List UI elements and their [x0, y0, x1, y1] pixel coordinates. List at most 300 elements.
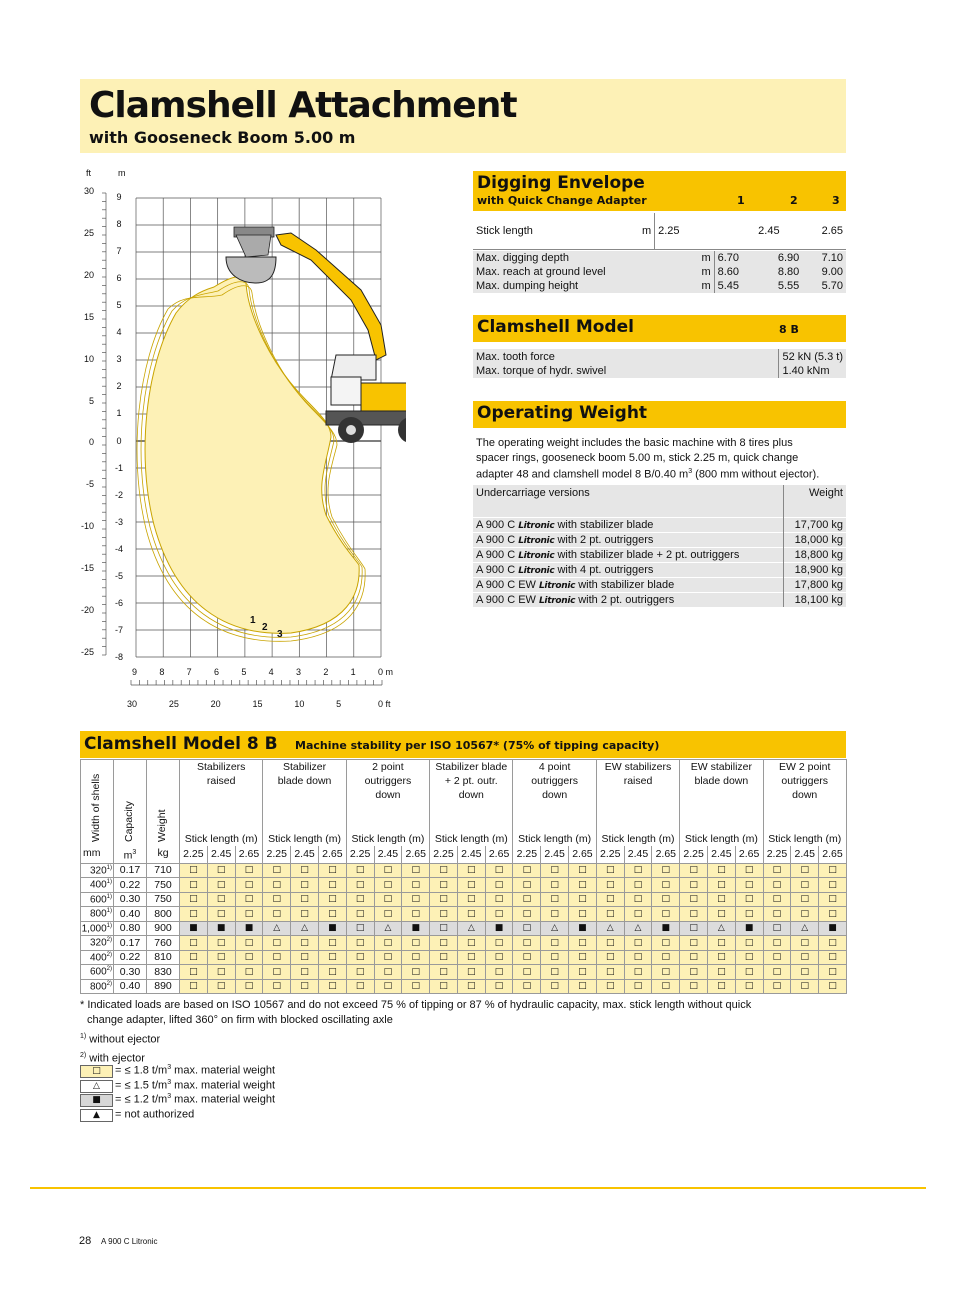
shell-capacity: 0.80 [114, 921, 147, 936]
stick-length-label: Stick length [476, 224, 533, 237]
m-tick-label: 5 [116, 300, 122, 311]
stability-symbol: □ [763, 965, 791, 980]
stability-symbol: □ [707, 863, 735, 878]
stability-symbol: □ [485, 965, 513, 980]
stability-symbol: □ [707, 936, 735, 951]
m-tick-label: 4 [116, 327, 122, 338]
row-label: Max. digging depth [473, 251, 689, 265]
operating-weight-table [473, 485, 846, 607]
stick-length-value: 2.45 [207, 846, 235, 863]
undercarriage-label: A 900 C Litronic with 4 pt. outriggers [473, 563, 784, 578]
stability-symbol: □ [402, 950, 430, 965]
stability-symbol: □ [652, 892, 680, 907]
x-m-tick-label: 9 [132, 667, 138, 677]
stability-symbol: □ [318, 979, 346, 994]
stability-symbol: □ [819, 878, 847, 893]
footer-model: A 900 C Litronic [101, 1237, 158, 1246]
stability-symbol: □ [180, 965, 208, 980]
stability-row [81, 936, 847, 951]
stability-symbol: □ [624, 907, 652, 922]
shell-weight: 750 [147, 892, 180, 907]
stability-symbol: □ [819, 950, 847, 965]
stability-symbol: □ [819, 965, 847, 980]
stability-symbol: □ [430, 878, 458, 893]
stability-symbol: □ [541, 907, 569, 922]
stability-symbol: □ [652, 863, 680, 878]
shell-weight: 760 [147, 936, 180, 951]
col-weight: Weight [147, 760, 180, 847]
stability-symbol: □ [596, 892, 624, 907]
curve-label: 2 [262, 622, 268, 633]
ft-unit-label: ft [86, 168, 92, 178]
stick-length-value: 2.65 [735, 846, 763, 863]
x-m-tick-label: 6 [214, 667, 220, 677]
undercarriage-weight: 18,100 kg [784, 593, 847, 608]
stability-row [81, 878, 847, 893]
row-value-3: 9.00 [802, 265, 846, 279]
page-subtitle: with Gooseneck Boom 5.00 m [89, 128, 356, 147]
x-ft-tick-label: 20 [210, 699, 221, 709]
stability-symbol: □ [735, 892, 763, 907]
stability-symbol: □ [374, 950, 402, 965]
row-value-1: 6.70 [714, 251, 758, 265]
shell-weight: 900 [147, 921, 180, 936]
undercarriage-label: A 900 C Litronic with stabilizer blade + 2 pt. outriggers [473, 548, 784, 563]
stick-length-row [473, 213, 846, 249]
stability-symbol: □ [735, 950, 763, 965]
shell-width: 600$^{1)}$ [81, 892, 114, 907]
stick-length-value: 2.45 [624, 846, 652, 863]
stability-symbol: □ [707, 979, 735, 994]
stability-symbol: □ [485, 878, 513, 893]
stability-symbol: □ [207, 878, 235, 893]
shell-width: 800$^{2)}$ [81, 979, 114, 994]
stick-length-value: 2.65 [402, 846, 430, 863]
stability-symbol: □ [735, 936, 763, 951]
m-tick-label: -2 [114, 489, 123, 500]
x-ft-tick-label: 15 [252, 699, 263, 709]
curve-label: 3 [277, 629, 283, 640]
stability-symbol: □ [791, 907, 819, 922]
stability-symbol: □ [624, 892, 652, 907]
stability-symbol: □ [763, 878, 791, 893]
note-star-2: change adapter, lifted 360° on firm with blocked oscillating axle [87, 1014, 393, 1026]
stick-length-label: Stick length (m) [430, 830, 513, 846]
stability-symbol: △ [291, 921, 319, 936]
col-3-header: 3 [832, 194, 840, 207]
stability-symbol: □ [596, 965, 624, 980]
stability-symbol: □ [263, 950, 291, 965]
col-capacity: Capacity [114, 760, 147, 847]
stability-symbol: □ [235, 892, 263, 907]
stick-length-header-row [81, 830, 847, 846]
stability-symbol: □ [596, 863, 624, 878]
stability-symbol: □ [430, 892, 458, 907]
config-group-header: EW stabilizers raised [596, 760, 679, 830]
x-m-tick-label: 1 [350, 667, 356, 677]
stability-symbol: ■ [819, 921, 847, 936]
stability-symbol: △ [791, 921, 819, 936]
stick-length-label: Stick length (m) [180, 830, 263, 846]
stability-symbol: □ [346, 921, 374, 936]
stability-symbol: □ [318, 892, 346, 907]
digging-envelope-title: Digging Envelope [477, 173, 645, 193]
stability-symbol: □ [735, 965, 763, 980]
ow-header-row [473, 485, 846, 518]
litronic-logo: Litronic [518, 536, 555, 546]
stability-symbol: □ [402, 863, 430, 878]
stability-symbol: □ [235, 878, 263, 893]
stability-symbol: □ [374, 965, 402, 980]
stability-symbol: □ [707, 878, 735, 893]
stability-symbol: □ [291, 878, 319, 893]
stability-symbol: □ [569, 979, 597, 994]
shell-capacity: 0.30 [114, 965, 147, 980]
stability-symbol: □ [485, 979, 513, 994]
stick-length-value: 2.25 [263, 846, 291, 863]
stability-symbol: ■ [569, 921, 597, 936]
stability-symbol: ■ [735, 921, 763, 936]
stability-symbol: □ [569, 878, 597, 893]
undercarriage-weight: 17,700 kg [784, 518, 847, 533]
stability-symbol: □ [263, 878, 291, 893]
m-tick-label: -3 [114, 516, 123, 527]
undercarriage-row [473, 578, 846, 593]
envelope-area [145, 277, 359, 634]
stability-header [80, 731, 846, 758]
stability-symbol: □ [457, 936, 485, 951]
m-tick-label: -1 [114, 462, 123, 473]
col-width-of-shells: Width of shells [81, 760, 114, 847]
undercarriage-row [473, 548, 846, 563]
stability-symbol: □ [207, 979, 235, 994]
ft-tick-label: -10 [80, 521, 94, 532]
row-value-2: 5.55 [759, 279, 803, 293]
stick-length-value: 2.45 [541, 846, 569, 863]
stability-symbol: □ [513, 878, 541, 893]
stability-symbol: □ [819, 979, 847, 994]
stability-symbol: □ [485, 907, 513, 922]
undercarriage-label: A 900 C Litronic with 2 pt. outriggers [473, 533, 784, 548]
shell-width: 320$^{2)}$ [81, 936, 114, 951]
row-label: Max. torque of hydr. swivel [476, 365, 607, 377]
stability-symbol: □ [180, 936, 208, 951]
ft-tick-label: 0 [88, 437, 94, 448]
stability-symbol: ■ [180, 921, 208, 936]
stability-symbol: □ [569, 965, 597, 980]
row-unit: m [689, 279, 714, 293]
stability-symbol: □ [791, 950, 819, 965]
stability-row [81, 892, 847, 907]
col-2-header: 2 [790, 194, 798, 207]
row-value: 52 kN (5.3 t) [779, 349, 846, 364]
operating-weight-description [476, 436, 846, 482]
x-ft-tick-label: 25 [168, 699, 179, 709]
stick-length-2: 2.45 [758, 224, 780, 237]
stability-symbol: □ [374, 907, 402, 922]
stick-length-value: 2.45 [707, 846, 735, 863]
stability-title: Clamshell Model 8 B [84, 734, 278, 754]
stability-symbol: □ [596, 979, 624, 994]
stability-symbol: □ [569, 950, 597, 965]
undercarriage-weight: 18,000 kg [784, 533, 847, 548]
stability-symbol: □ [485, 863, 513, 878]
stability-symbol: □ [707, 965, 735, 980]
stick-length-value: 2.45 [374, 846, 402, 863]
stability-symbol: □ [819, 907, 847, 922]
stability-symbol: □ [180, 979, 208, 994]
shell-capacity: 0.17 [114, 936, 147, 951]
stability-symbol: □ [346, 950, 374, 965]
stability-symbol: □ [791, 878, 819, 893]
col-1-header: 1 [737, 194, 745, 207]
stability-symbol: □ [346, 979, 374, 994]
stability-symbol: □ [235, 936, 263, 951]
stability-symbol: □ [291, 979, 319, 994]
stability-symbol: □ [318, 863, 346, 878]
stability-symbol: □ [318, 878, 346, 893]
stability-symbol: □ [513, 907, 541, 922]
litronic-logo: Litronic [518, 521, 555, 531]
col-versions: Undercarriage versions [476, 487, 590, 499]
m-tick-label: 2 [116, 381, 122, 392]
stability-symbol: □ [430, 907, 458, 922]
stability-symbol: □ [374, 892, 402, 907]
x-ft-tick-label: 10 [294, 699, 305, 709]
stability-symbol: □ [624, 878, 652, 893]
stability-symbol: □ [402, 936, 430, 951]
stick-length-label: Stick length (m) [596, 830, 679, 846]
stability-symbol: □ [318, 907, 346, 922]
shell-weight: 830 [147, 965, 180, 980]
stability-symbol: □ [680, 863, 708, 878]
undercarriage-row [473, 563, 846, 578]
ft-tick-label: 25 [83, 227, 94, 238]
stability-row [81, 965, 847, 980]
stability-row [81, 921, 847, 936]
stability-symbol: □ [652, 979, 680, 994]
shell-capacity: 0.30 [114, 892, 147, 907]
config-group-header: EW stabilizer blade down [680, 760, 763, 830]
stability-symbol: □ [402, 965, 430, 980]
stability-symbol: □ [402, 907, 430, 922]
legend-text: = ≤ 1.8 $t/m^3$ max. material weight [115, 1064, 276, 1077]
stability-symbol: □ [180, 907, 208, 922]
row-value-3: 7.10 [802, 251, 846, 265]
shell-weight: 750 [147, 878, 180, 893]
stick-length-label: Stick length (m) [346, 830, 429, 846]
stability-symbol: □ [791, 979, 819, 994]
stability-row [81, 863, 847, 878]
x-m-tick-label: 5 [241, 667, 247, 677]
stability-symbol: □ [541, 863, 569, 878]
stability-symbol: □ [791, 965, 819, 980]
litronic-logo: Litronic [518, 551, 555, 561]
m-tick-label: -8 [114, 652, 123, 662]
digging-envelope-table [473, 213, 846, 256]
stability-symbol: □ [457, 892, 485, 907]
stability-symbol: □ [680, 950, 708, 965]
stability-symbol: □ [346, 965, 374, 980]
stability-symbol: □ [513, 863, 541, 878]
stick-length-value: 2.45 [291, 846, 319, 863]
config-group-header: EW 2 point outriggers down [763, 760, 846, 830]
stability-symbol: □ [541, 936, 569, 951]
stick-length-value: 2.25 [596, 846, 624, 863]
stability-symbol: □ [596, 907, 624, 922]
stability-symbol: □ [207, 907, 235, 922]
stability-symbol: ■ [402, 921, 430, 936]
stability-symbol: □ [291, 907, 319, 922]
x-ft-tick-label: 5 [336, 699, 342, 709]
col-weight: Weight [784, 485, 847, 518]
stability-symbol: □ [235, 979, 263, 994]
row-label: Max. dumping height [473, 279, 689, 293]
m-tick-label: -6 [114, 597, 123, 608]
stability-symbol: □ [346, 878, 374, 893]
litronic-logo: Litronic [538, 596, 576, 606]
stability-symbol: □ [318, 950, 346, 965]
clamshell-model-header [473, 315, 846, 342]
config-group-header: Stabilizers raised [180, 760, 263, 830]
undercarriage-row [473, 593, 846, 608]
stability-symbol: □ [263, 892, 291, 907]
undercarriage-weight: 18,800 kg [784, 548, 847, 563]
stability-symbol: □ [402, 892, 430, 907]
stability-symbol: □ [624, 965, 652, 980]
stability-symbol: □ [485, 936, 513, 951]
legend-symbol: ▲ [80, 1109, 113, 1122]
operating-weight-title: Operating Weight [477, 403, 648, 423]
stability-symbol: ■ [207, 921, 235, 936]
shell-width: 1,000$^{1)}$ [81, 922, 112, 934]
stability-symbol: □ [457, 863, 485, 878]
config-group-header: 4 point outriggers down [513, 760, 596, 830]
shell-width: 400$^{2)}$ [81, 950, 114, 965]
stability-symbol: □ [513, 936, 541, 951]
m-tick-label: -5 [114, 570, 123, 581]
stability-symbol: □ [513, 950, 541, 965]
stability-row [81, 950, 847, 965]
stability-symbol: □ [819, 892, 847, 907]
stick-length-label: Stick length (m) [513, 830, 596, 846]
digging-envelope-subtitle: with Quick Change Adapter [477, 194, 647, 207]
stability-symbol: □ [763, 907, 791, 922]
shell-capacity: 0.17 [114, 863, 147, 878]
stick-length-value: 2.65 [318, 846, 346, 863]
undercarriage-label: A 900 C EW Litronic with stabilizer blade [473, 578, 784, 593]
stability-symbol: □ [763, 950, 791, 965]
shell-capacity: 0.22 [114, 950, 147, 965]
stick-length-label: Stick length (m) [263, 830, 346, 846]
stability-symbol: □ [263, 979, 291, 994]
stability-symbol: □ [735, 863, 763, 878]
stability-symbol: △ [263, 921, 291, 936]
stability-symbol: □ [680, 907, 708, 922]
stability-symbol: □ [652, 950, 680, 965]
desc-line-2: spacer rings, gooseneck boom 5.00 m, stick 2.25 m, quick change [476, 451, 799, 464]
stability-table [80, 759, 847, 994]
stability-symbol: □ [235, 863, 263, 878]
stability-symbol: □ [180, 892, 208, 907]
desc-line-1: The operating weight includes the basic machine with 8 tires plus [476, 437, 793, 449]
stability-symbol: □ [680, 878, 708, 893]
stability-symbol: □ [180, 878, 208, 893]
stability-symbol: □ [235, 950, 263, 965]
stability-symbol: □ [291, 863, 319, 878]
stability-symbol: □ [624, 936, 652, 951]
stability-symbol: □ [541, 892, 569, 907]
config-group-header: Stabilizer blade down [263, 760, 346, 830]
stability-symbol: □ [707, 892, 735, 907]
stability-symbol: □ [652, 936, 680, 951]
stability-symbol: □ [652, 907, 680, 922]
stability-symbol: □ [346, 863, 374, 878]
shell-capacity: 0.40 [114, 907, 147, 922]
stability-subtitle: Machine stability per ISO 10567* (75% of tipping capacity) [295, 739, 660, 752]
row-value-1: 8.60 [714, 265, 758, 279]
stability-symbol: □ [680, 892, 708, 907]
page-number: 28 [79, 1235, 92, 1247]
stability-symbol: □ [763, 979, 791, 994]
stick-length-3: 2.65 [821, 224, 843, 237]
stability-symbol: □ [569, 863, 597, 878]
stability-symbol: □ [430, 965, 458, 980]
stability-symbol: □ [541, 965, 569, 980]
stability-symbol: □ [763, 892, 791, 907]
legend-text: = not authorized [115, 1108, 195, 1121]
stability-symbol: □ [791, 936, 819, 951]
shell-weight: 890 [147, 979, 180, 994]
stability-symbol: □ [457, 950, 485, 965]
stability-symbol: ■ [485, 921, 513, 936]
litronic-logo: Litronic [518, 566, 555, 576]
stability-symbol: □ [346, 892, 374, 907]
ft-tick-label: -20 [80, 605, 94, 616]
shell-width: 800$^{1)}$ [81, 907, 114, 922]
stick-length-value: 2.25 [180, 846, 208, 863]
stick-length-value: 2.65 [819, 846, 847, 863]
stability-symbol: □ [652, 965, 680, 980]
stability-symbol: △ [624, 921, 652, 936]
stick-length-value: 2.65 [652, 846, 680, 863]
note-fn2: $^{2)}$ with ejector [80, 1051, 145, 1065]
stick-length-value: 2.45 [457, 846, 485, 863]
m-tick-label: -4 [114, 543, 123, 554]
ft-tick-label: 20 [83, 269, 94, 280]
stick-length-value: 2.25 [513, 846, 541, 863]
stability-symbol: □ [763, 921, 791, 936]
stability-symbol: □ [374, 878, 402, 893]
m-tick-label: 7 [116, 246, 122, 257]
unit-kg: kg [147, 846, 180, 863]
stability-symbol: □ [430, 979, 458, 994]
digging-envelope-header [473, 171, 846, 211]
stability-row [81, 907, 847, 922]
stability-symbol: □ [402, 878, 430, 893]
m-unit-label: m [118, 168, 126, 178]
clamshell-model-row [473, 364, 846, 378]
stability-symbol: □ [763, 936, 791, 951]
stability-symbol: □ [791, 863, 819, 878]
stability-symbol: □ [596, 878, 624, 893]
stability-symbol: □ [291, 936, 319, 951]
stability-symbol: □ [569, 936, 597, 951]
stick-length-label: Stick length (m) [680, 830, 763, 846]
stability-symbol: □ [457, 878, 485, 893]
stick-length-value: 2.45 [791, 846, 819, 863]
row-label: Max. reach at ground level [473, 265, 689, 279]
